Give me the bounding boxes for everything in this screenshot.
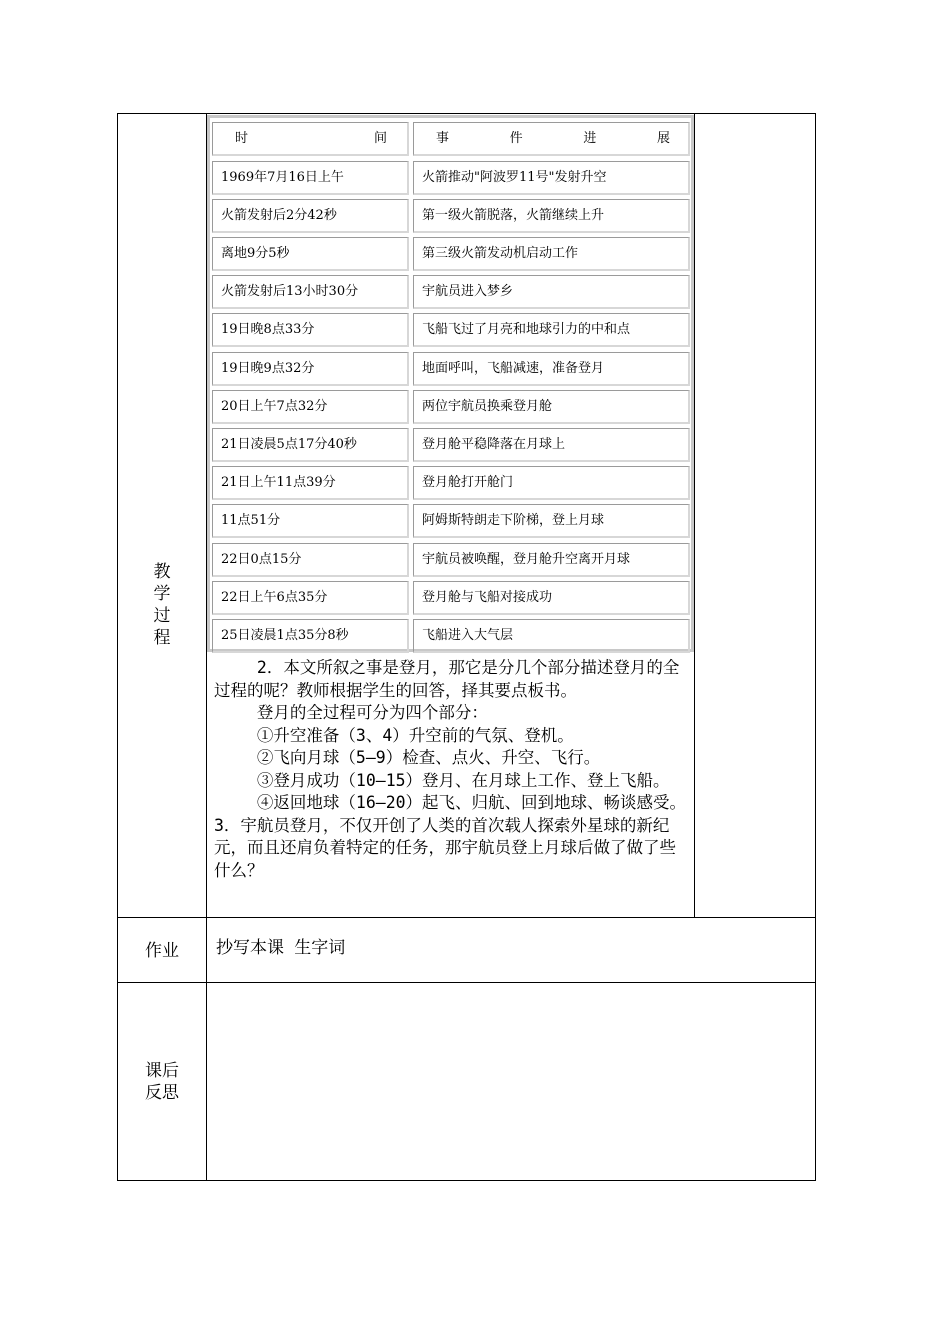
- time-cell: 19日晚9点32分: [212, 352, 409, 386]
- timeline-row: [212, 161, 690, 195]
- reflection-label: 课后 反思: [145, 1061, 179, 1103]
- right-column-divider: [694, 114, 695, 917]
- time-cell: 21日凌晨5点17分40秒: [212, 428, 409, 462]
- time-cell: 火箭发射后2分42秒: [212, 199, 409, 233]
- homework-label: 作业: [145, 941, 179, 961]
- time-cell: 20日上午7点32分: [212, 390, 409, 424]
- question-2: 2．本文所叙之事是登月，那它是分几个部分描述登月的全过程的呢？教师根据学生的回答，择其要点板书。: [214, 658, 680, 700]
- time-cell: 11点51分: [212, 504, 409, 538]
- part-2: ②飞向月球（5—9）检查、点火、升空、飞行。: [256, 748, 601, 767]
- row-divider-process: [118, 917, 815, 918]
- event-cell: 阿姆斯特朗走下阶梯，登上月球: [413, 504, 690, 538]
- event-cell: 飞船飞过了月亮和地球引力的中和点: [413, 313, 690, 347]
- time-cell: 火箭发射后13小时30分: [212, 275, 409, 309]
- event-cell: 地面呼叫，飞船减速，准备登月: [413, 352, 690, 386]
- event-cell: 第一级火箭脱落，火箭继续上升: [413, 199, 690, 233]
- event-cell: 火箭推动"阿波罗11号"发射升空: [413, 161, 690, 195]
- timeline-row: [212, 466, 690, 500]
- homework-text: 抄写本课 生字词: [216, 938, 346, 958]
- process-label: 教 学 过 程: [153, 562, 171, 648]
- timeline-row: [212, 237, 690, 271]
- time-cell: 25日凌晨1点35分8秒: [212, 619, 409, 653]
- timeline-row: [212, 275, 690, 309]
- timeline-row: [212, 504, 690, 538]
- event-cell: 登月舱打开舱门: [413, 466, 690, 500]
- time-cell: 离地9分5秒: [212, 237, 409, 271]
- time-cell: 22日上午6点35分: [212, 581, 409, 615]
- time-cell: 19日晚8点33分: [212, 313, 409, 347]
- time-cell: 1969年7月16日上午: [212, 161, 409, 195]
- time-cell: 22日0点15分: [212, 543, 409, 577]
- timeline-row: [212, 581, 690, 615]
- timeline-table: [207, 115, 694, 652]
- timeline-row: [212, 352, 690, 386]
- row-divider-homework: [118, 982, 815, 983]
- process-intro: 登月的全过程可分为四个部分：: [256, 703, 488, 722]
- timeline-row: [212, 543, 690, 577]
- event-cell: 宇航员被唤醒，登月舱升空离开月球: [413, 543, 690, 577]
- timeline-header-row: [212, 122, 690, 156]
- event-cell: 飞船进入大气层: [413, 619, 690, 653]
- event-cell: 宇航员进入梦乡: [413, 275, 690, 309]
- time-header: 时 间: [212, 122, 409, 156]
- event-cell: 两位宇航员换乘登月舱: [413, 390, 690, 424]
- time-cell: 21日上午11点39分: [212, 466, 409, 500]
- timeline-row: [212, 313, 690, 347]
- timeline-row: [212, 428, 690, 462]
- process-text: [214, 657, 692, 882]
- part-3: ③登月成功（10—15）登月、在月球上工作、登上飞船。: [256, 770, 670, 790]
- event-cell: 登月舱平稳降落在月球上: [413, 428, 690, 462]
- timeline-row: [212, 619, 690, 653]
- part-4: ④返回地球（16—20）起飞、归航、回到地球、畅谈感受。: [256, 793, 687, 812]
- question-3: 3．宇航员登月，不仅开创了人类的首次载人探索外星球的新纪元，而且还肩负着特定的任务，那宇航员登上月球后做了做了些什么？: [214, 815, 676, 880]
- event-cell: 登月舱与飞船对接成功: [413, 581, 690, 615]
- lesson-plan-table: [117, 113, 816, 1181]
- timeline-row: [212, 199, 690, 233]
- event-cell: 第三级火箭发动机启动工作: [413, 237, 690, 271]
- timeline-row: [212, 390, 690, 424]
- part-1: ①升空准备（3、4）升空前的气氛、登机。: [256, 725, 574, 745]
- event-header: 事 件 进 展: [413, 122, 690, 156]
